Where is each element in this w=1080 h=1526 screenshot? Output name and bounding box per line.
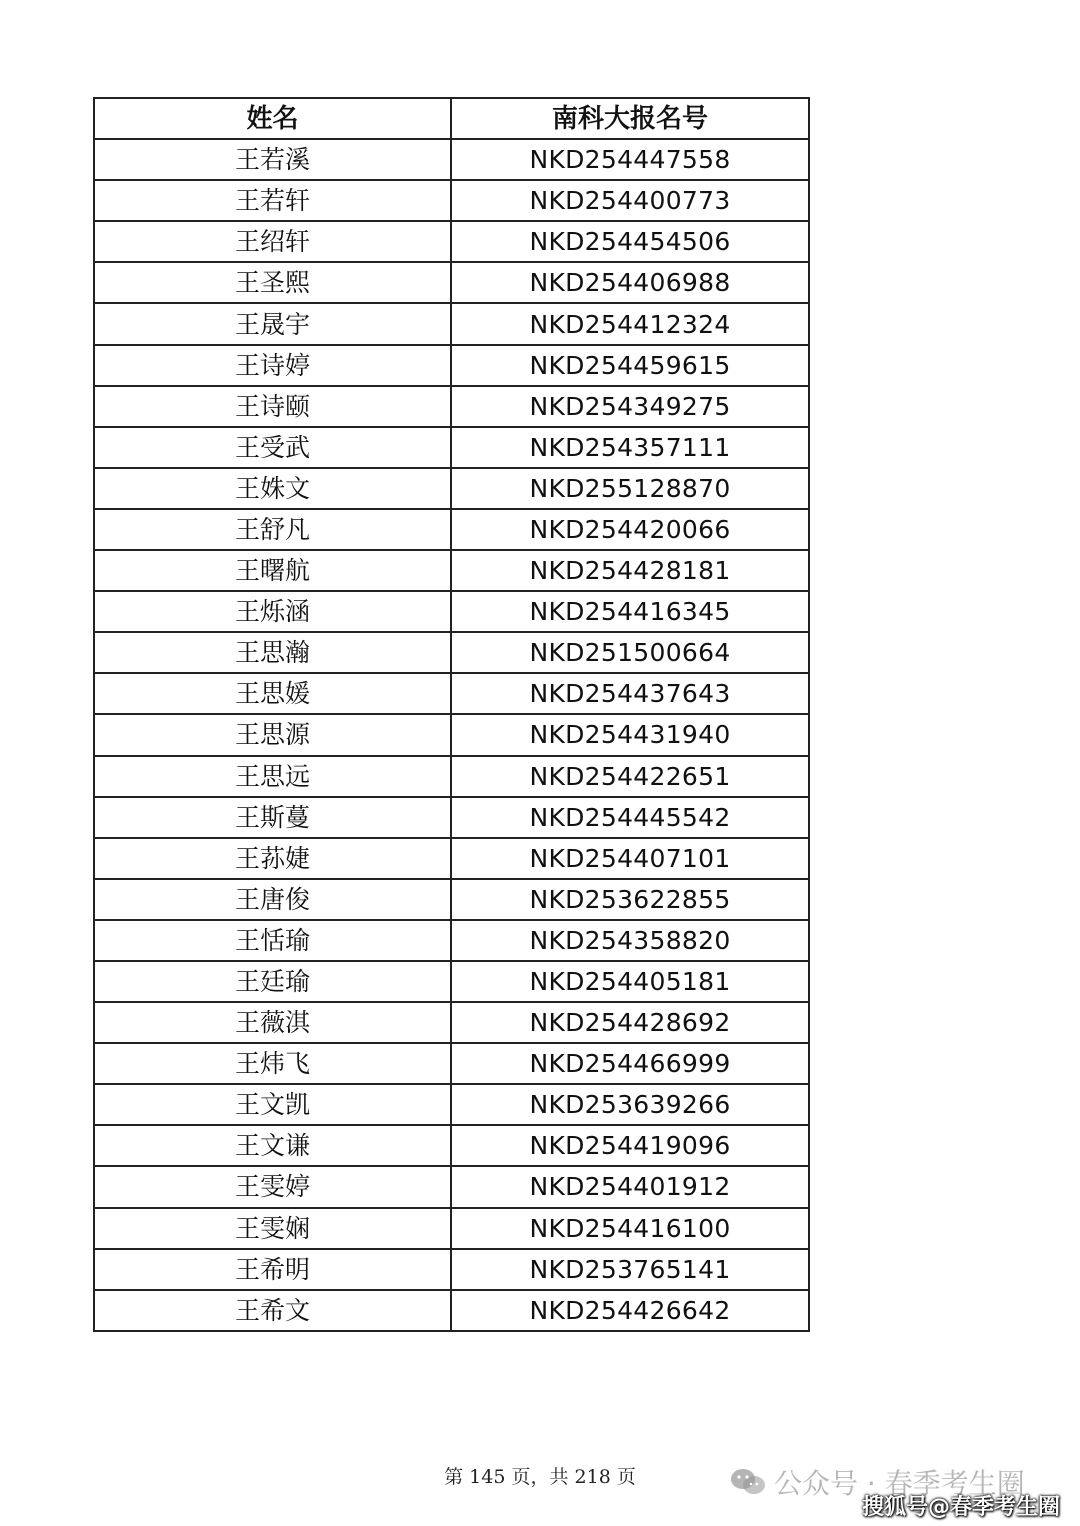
- cell-name: 王姝文: [94, 468, 451, 509]
- cell-name: 王若溪: [94, 139, 451, 180]
- table-row: [94, 1208, 809, 1249]
- table-row: [94, 920, 809, 961]
- table-row: [94, 1002, 809, 1043]
- cell-registration-number: NKD254407101: [451, 838, 809, 879]
- table-row: [94, 838, 809, 879]
- cell-registration-number: NKD254454506: [451, 221, 809, 262]
- wechat-watermark-text: 公众号 · 春季考生圈: [774, 1467, 1025, 1500]
- cell-registration-number: NKD254416100: [451, 1208, 809, 1249]
- table-row: [94, 714, 809, 755]
- header-registration-number: 南科大报名号: [451, 98, 809, 139]
- table-row: [94, 961, 809, 1002]
- header-name: 姓名: [94, 98, 451, 139]
- cell-registration-number: NKD251500664: [451, 632, 809, 673]
- page-footer: 第 145 页，共 218 页: [444, 1466, 636, 1488]
- cell-registration-number: NKD254437643: [451, 673, 809, 714]
- table-row: [94, 756, 809, 797]
- table-row: [94, 1043, 809, 1084]
- cell-name: 王曙航: [94, 550, 451, 591]
- cell-registration-number: NKD254419096: [451, 1125, 809, 1166]
- cell-registration-number: NKD254357111: [451, 427, 809, 468]
- cell-name: 王希明: [94, 1249, 451, 1290]
- cell-registration-number: NKD253639266: [451, 1084, 809, 1125]
- cell-name: 王唐俊: [94, 879, 451, 920]
- table-row: [94, 1166, 809, 1207]
- cell-registration-number: NKD254445542: [451, 797, 809, 838]
- cell-registration-number: NKD254405181: [451, 961, 809, 1002]
- cell-name: 王思媛: [94, 673, 451, 714]
- cell-name: 王绍轩: [94, 221, 451, 262]
- table-row: [94, 1125, 809, 1166]
- name-registration-table: [93, 97, 810, 1332]
- cell-name: 王希文: [94, 1290, 451, 1331]
- table-row: [94, 550, 809, 591]
- table-row: [94, 262, 809, 303]
- cell-name: 王圣熙: [94, 262, 451, 303]
- cell-registration-number: NKD254349275: [451, 386, 809, 427]
- table-row: [94, 386, 809, 427]
- cell-registration-number: NKD254422651: [451, 756, 809, 797]
- table-row: [94, 509, 809, 550]
- cell-name: 王受武: [94, 427, 451, 468]
- cell-registration-number: NKD254431940: [451, 714, 809, 755]
- cell-registration-number: NKD254428692: [451, 1002, 809, 1043]
- cell-name: 王恬瑜: [94, 920, 451, 961]
- cell-registration-number: NKD254401912: [451, 1166, 809, 1207]
- table-row: [94, 139, 809, 180]
- table-row: [94, 180, 809, 221]
- table-row: [94, 673, 809, 714]
- table-header-row: [94, 98, 809, 139]
- cell-name: 王文谦: [94, 1125, 451, 1166]
- cell-name: 王斯蔓: [94, 797, 451, 838]
- cell-registration-number: NKD254416345: [451, 591, 809, 632]
- cell-registration-number: NKD254412324: [451, 303, 809, 344]
- cell-registration-number: NKD254428181: [451, 550, 809, 591]
- cell-name: 王思瀚: [94, 632, 451, 673]
- cell-registration-number: NKD254466999: [451, 1043, 809, 1084]
- table-row: [94, 427, 809, 468]
- cell-name: 王廷瑜: [94, 961, 451, 1002]
- cell-registration-number: NKD254406988: [451, 262, 809, 303]
- cell-registration-number: NKD254400773: [451, 180, 809, 221]
- cell-name: 王诗颐: [94, 386, 451, 427]
- table-row: [94, 1084, 809, 1125]
- cell-name: 王炜飞: [94, 1043, 451, 1084]
- cell-registration-number: NKD253622855: [451, 879, 809, 920]
- cell-registration-number: NKD255128870: [451, 468, 809, 509]
- cell-registration-number: NKD254358820: [451, 920, 809, 961]
- cell-registration-number: NKD254420066: [451, 509, 809, 550]
- cell-name: 王思源: [94, 714, 451, 755]
- table-row: [94, 591, 809, 632]
- sohu-watermark: 搜狐号@春季考生圈: [862, 1495, 1061, 1520]
- cell-registration-number: NKD254447558: [451, 139, 809, 180]
- cell-name: 王烁涵: [94, 591, 451, 632]
- cell-name: 王思远: [94, 756, 451, 797]
- cell-registration-number: NKD254459615: [451, 345, 809, 386]
- table-row: [94, 879, 809, 920]
- cell-name: 王晟宇: [94, 303, 451, 344]
- table-row: [94, 1290, 809, 1331]
- table-row: [94, 797, 809, 838]
- table-row: [94, 468, 809, 509]
- cell-name: 王文凯: [94, 1084, 451, 1125]
- table-body: [94, 139, 809, 1331]
- cell-registration-number: NKD254426642: [451, 1290, 809, 1331]
- wechat-icon: [730, 1468, 766, 1496]
- cell-name: 王若轩: [94, 180, 451, 221]
- cell-name: 王雯娴: [94, 1208, 451, 1249]
- cell-name: 王舒凡: [94, 509, 451, 550]
- cell-name: 王雯婷: [94, 1166, 451, 1207]
- cell-name: 王诗婷: [94, 345, 451, 386]
- table-row: [94, 345, 809, 386]
- table-row: [94, 221, 809, 262]
- table-row: [94, 303, 809, 344]
- table-row: [94, 632, 809, 673]
- cell-name: 王荪婕: [94, 838, 451, 879]
- table-row: [94, 1249, 809, 1290]
- cell-registration-number: NKD253765141: [451, 1249, 809, 1290]
- cell-name: 王薇淇: [94, 1002, 451, 1043]
